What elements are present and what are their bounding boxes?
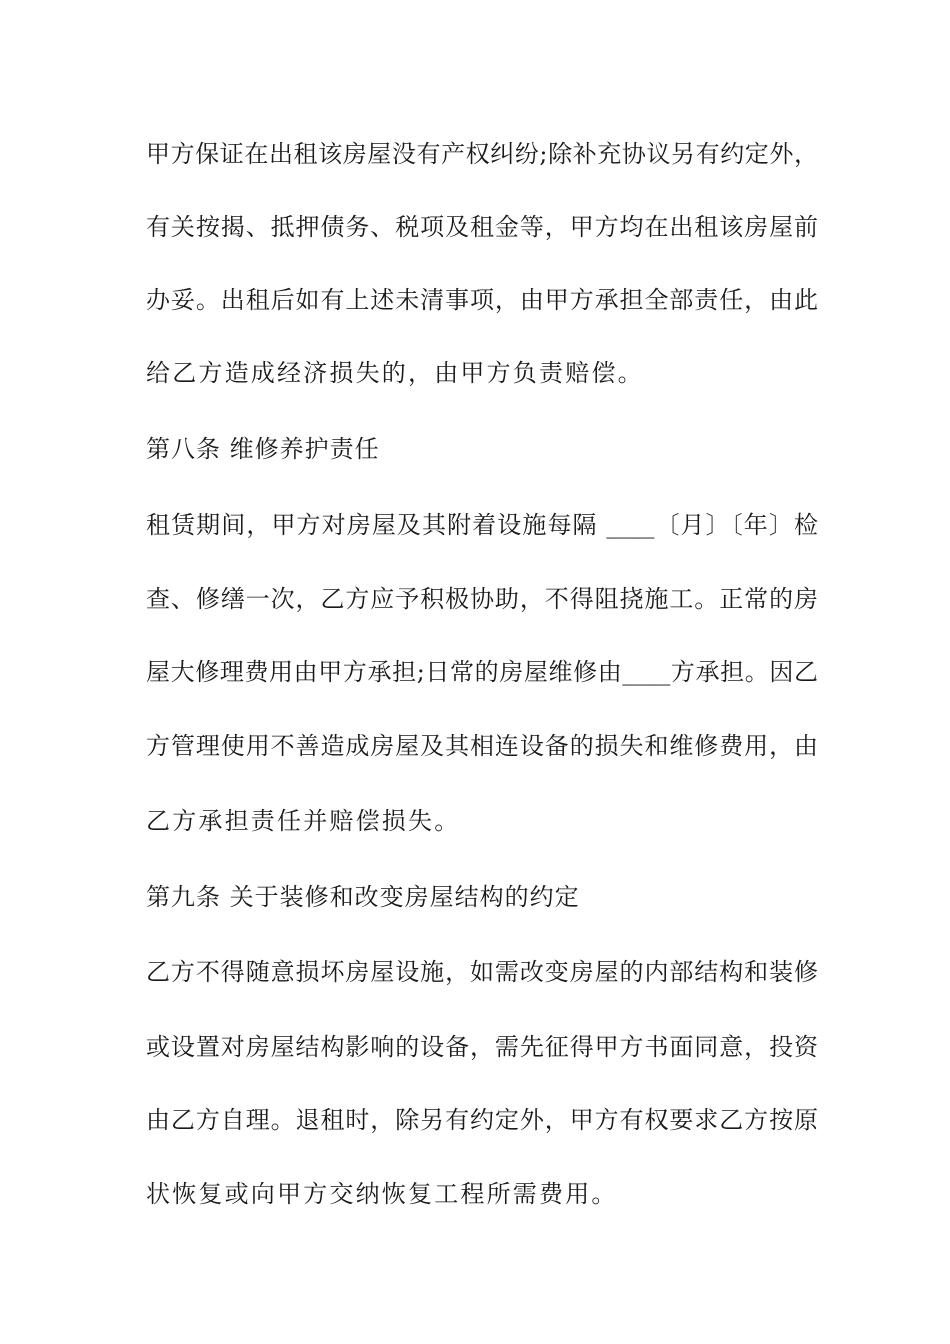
paragraph-1-line-1: 甲方保证在出租该房屋没有产权纠纷;除补充协议另有约定外， [146,140,818,168]
paragraph-3-line-2: 或设置对房屋结构影响的设备，需先征得甲方书面同意，投资 [146,1033,818,1061]
paragraph-1-line-3: 办妥。出租后如有上述未清事项，由甲方承担全部责任，由此 [146,286,818,314]
paragraph-3-line-4: 状恢复或向甲方交纳恢复工程所需费用。 [146,1180,618,1208]
paragraph-1-line-2: 有关按揭、抵押债务、税项及租金等，甲方均在出租该房屋前 [146,213,818,241]
section-heading-article-9: 第九条 关于装修和改变房屋结构的约定 [146,883,580,911]
paragraph-3-line-3: 由乙方自理。退租时，除另有约定外，甲方有权要求乙方按原 [146,1106,818,1134]
paragraph-2-line-5: 乙方承担责任并赔偿损失。 [146,807,461,835]
paragraph-2-line-1: 租赁期间，甲方对房屋及其附着设施每隔 ____〔月〕〔年〕检 [146,511,818,539]
paragraph-2-line-3: 屋大修理费用由甲方承担;日常的房屋维修由____方承担。因乙 [146,658,818,686]
section-heading-article-8: 第八条 维修养护责任 [146,435,380,463]
paragraph-3-line-1: 乙方不得随意损坏房屋设施，如需改变房屋的内部结构和装修 [146,958,818,986]
paragraph-1-line-4: 给乙方造成经济损失的，由甲方负责赔偿。 [146,359,644,387]
paragraph-2-line-2: 查、修缮一次，乙方应予积极协助，不得阻挠施工。正常的房 [146,585,818,613]
paragraph-2-line-4: 方管理使用不善造成房屋及其相连设备的损失和维修费用，由 [146,732,818,760]
